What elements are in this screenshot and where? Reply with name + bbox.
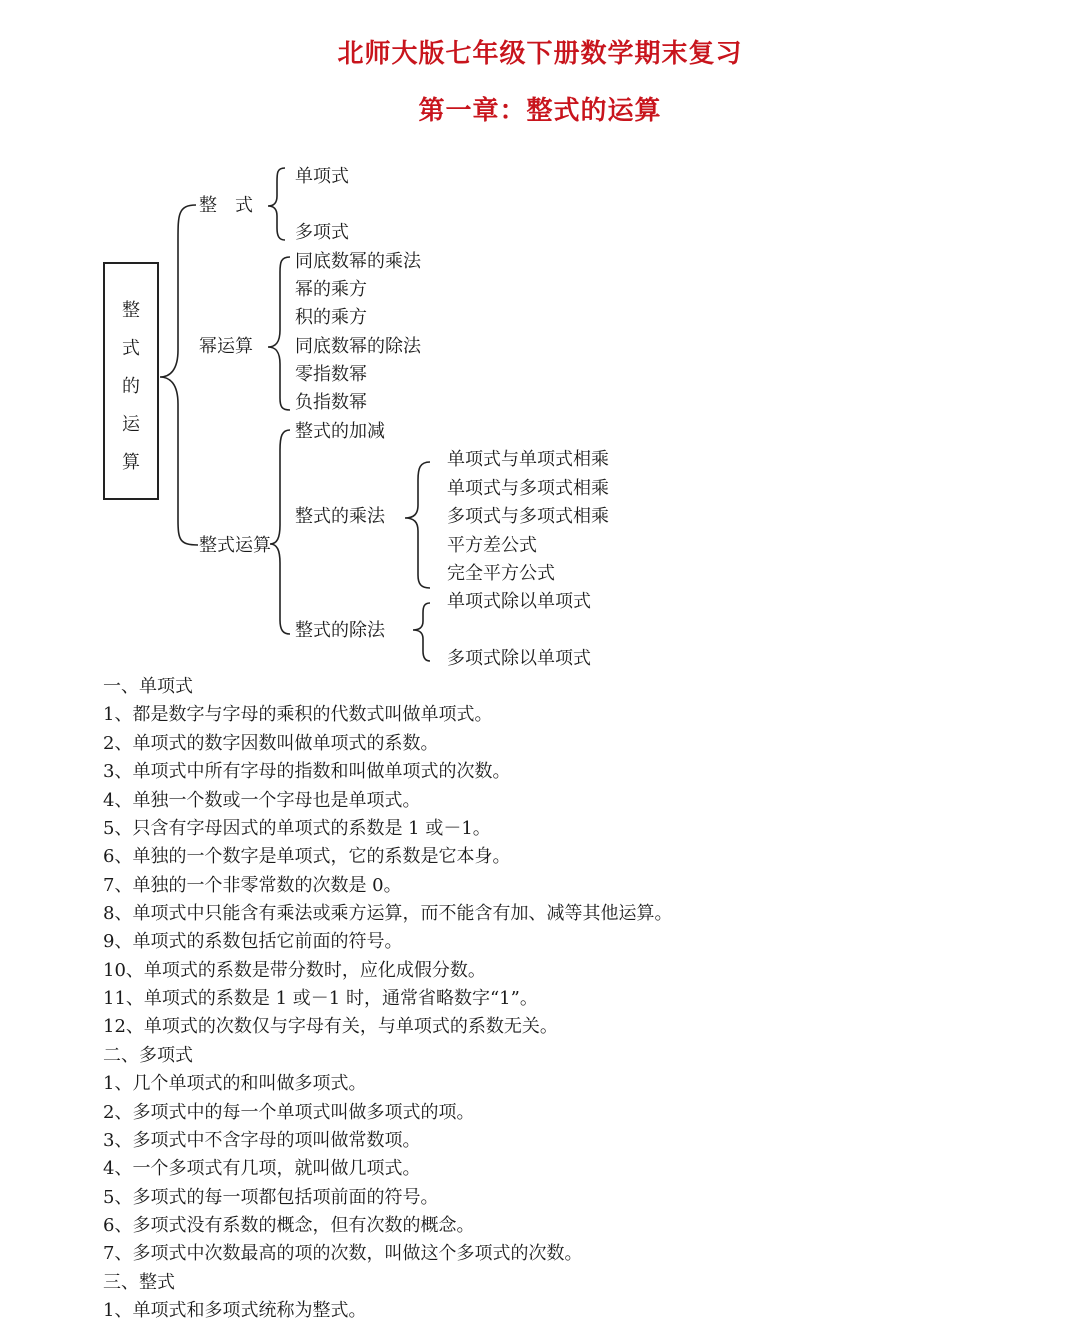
list-item: 6、单独的一个数字是单项式，它的系数是它本身。	[103, 846, 511, 867]
root-char: 式	[122, 338, 140, 359]
list-item: 1、单项式和多项式统称为整式。	[103, 1300, 367, 1321]
list-item: 1、都是数字与字母的乘积的代数式叫做单项式。	[103, 704, 493, 725]
leaf-chengfa-item: 平方差公式	[447, 535, 537, 556]
leaf-chufa-item: 单项式除以单项式	[447, 591, 591, 612]
node-zhengshi: 整 式	[199, 195, 253, 216]
leaf-mi-item: 幂的乘方	[295, 279, 367, 300]
list-item: 10、单项式的系数是带分数时，应化成假分数。	[103, 960, 486, 981]
leaf-mi-item: 同底数幂的除法	[295, 336, 421, 357]
list-item: 8、单项式中只能含有乘法或乘方运算，而不能含有加、减等其他运算。	[103, 903, 673, 924]
node-jiajian: 整式的加减	[295, 421, 385, 442]
list-item: 3、多项式中不含字母的项叫做常数项。	[103, 1130, 421, 1151]
leaf-chengfa-item: 单项式与多项式相乘	[447, 478, 609, 499]
list-item: 4、一个多项式有几项，就叫做几项式。	[103, 1158, 421, 1179]
section-heading: 二、多项式	[103, 1045, 193, 1066]
list-item: 7、单独的一个非零常数的次数是 0。	[103, 875, 402, 896]
list-item: 12、单项式的次数仅与字母有关，与单项式的系数无关。	[103, 1016, 558, 1037]
document-title: 北师大版七年级下册数学期末复习	[337, 39, 743, 69]
leaf-danxiangshi: 单项式	[295, 166, 349, 187]
leaf-chufa-item: 多项式除以单项式	[447, 648, 591, 669]
leaf-mi-item: 零指数幂	[295, 364, 367, 385]
root-char: 算	[122, 452, 140, 473]
node-zhengshiyunsuan: 整式运算	[199, 535, 271, 556]
list-item: 1、几个单项式的和叫做多项式。	[103, 1073, 367, 1094]
list-item: 4、单独一个数或一个字母也是单项式。	[103, 790, 421, 811]
list-item: 9、单项式的系数包括它前面的符号。	[103, 931, 403, 952]
list-item: 7、多项式中次数最高的项的次数，叫做这个多项式的次数。	[103, 1243, 583, 1264]
leaf-mi-item: 同底数幂的乘法	[295, 251, 421, 272]
root-char: 的	[122, 376, 140, 397]
leaf-chengfa-item: 多项式与多项式相乘	[447, 506, 609, 527]
list-item: 5、多项式的每一项都包括项前面的符号。	[103, 1187, 439, 1208]
section-heading: 三、整式	[103, 1272, 175, 1293]
list-item: 5、只含有字母因式的单项式的系数是 1 或－1。	[103, 818, 491, 839]
brace-chufa	[413, 603, 430, 661]
node-chufa: 整式的除法	[295, 620, 385, 641]
leaf-chengfa-item: 单项式与单项式相乘	[447, 449, 609, 470]
list-item: 11、单项式的系数是 1 或－1 时，通常省略数字“1”。	[103, 988, 538, 1009]
leaf-mi-item: 负指数幂	[295, 392, 367, 413]
section-heading: 一、单项式	[103, 676, 193, 697]
list-item: 2、单项式的数字因数叫做单项式的系数。	[103, 733, 439, 754]
chapter-title: 第一章：整式的运算	[418, 96, 662, 126]
leaf-duoxiangshi: 多项式	[295, 222, 349, 243]
leaf-chengfa-item: 完全平方公式	[447, 563, 555, 584]
list-item: 3、单项式中所有字母的指数和叫做单项式的次数。	[103, 761, 511, 782]
list-item: 6、多项式没有系数的概念，但有次数的概念。	[103, 1215, 475, 1236]
leaf-mi-item: 积的乘方	[295, 307, 367, 328]
brace-zhengshi	[268, 168, 285, 240]
root-box	[103, 262, 159, 500]
brace-chengfa	[405, 462, 430, 588]
brace-root	[160, 205, 198, 545]
root-char: 运	[122, 414, 140, 435]
brace-zhengshiyunsuan	[270, 430, 290, 634]
root-char: 整	[122, 300, 140, 321]
node-chengfa: 整式的乘法	[295, 506, 385, 527]
list-item: 2、多项式中的每一个单项式叫做多项式的项。	[103, 1102, 475, 1123]
brace-miyunsuan	[268, 257, 290, 410]
node-miyunsuan: 幂运算	[199, 336, 253, 357]
